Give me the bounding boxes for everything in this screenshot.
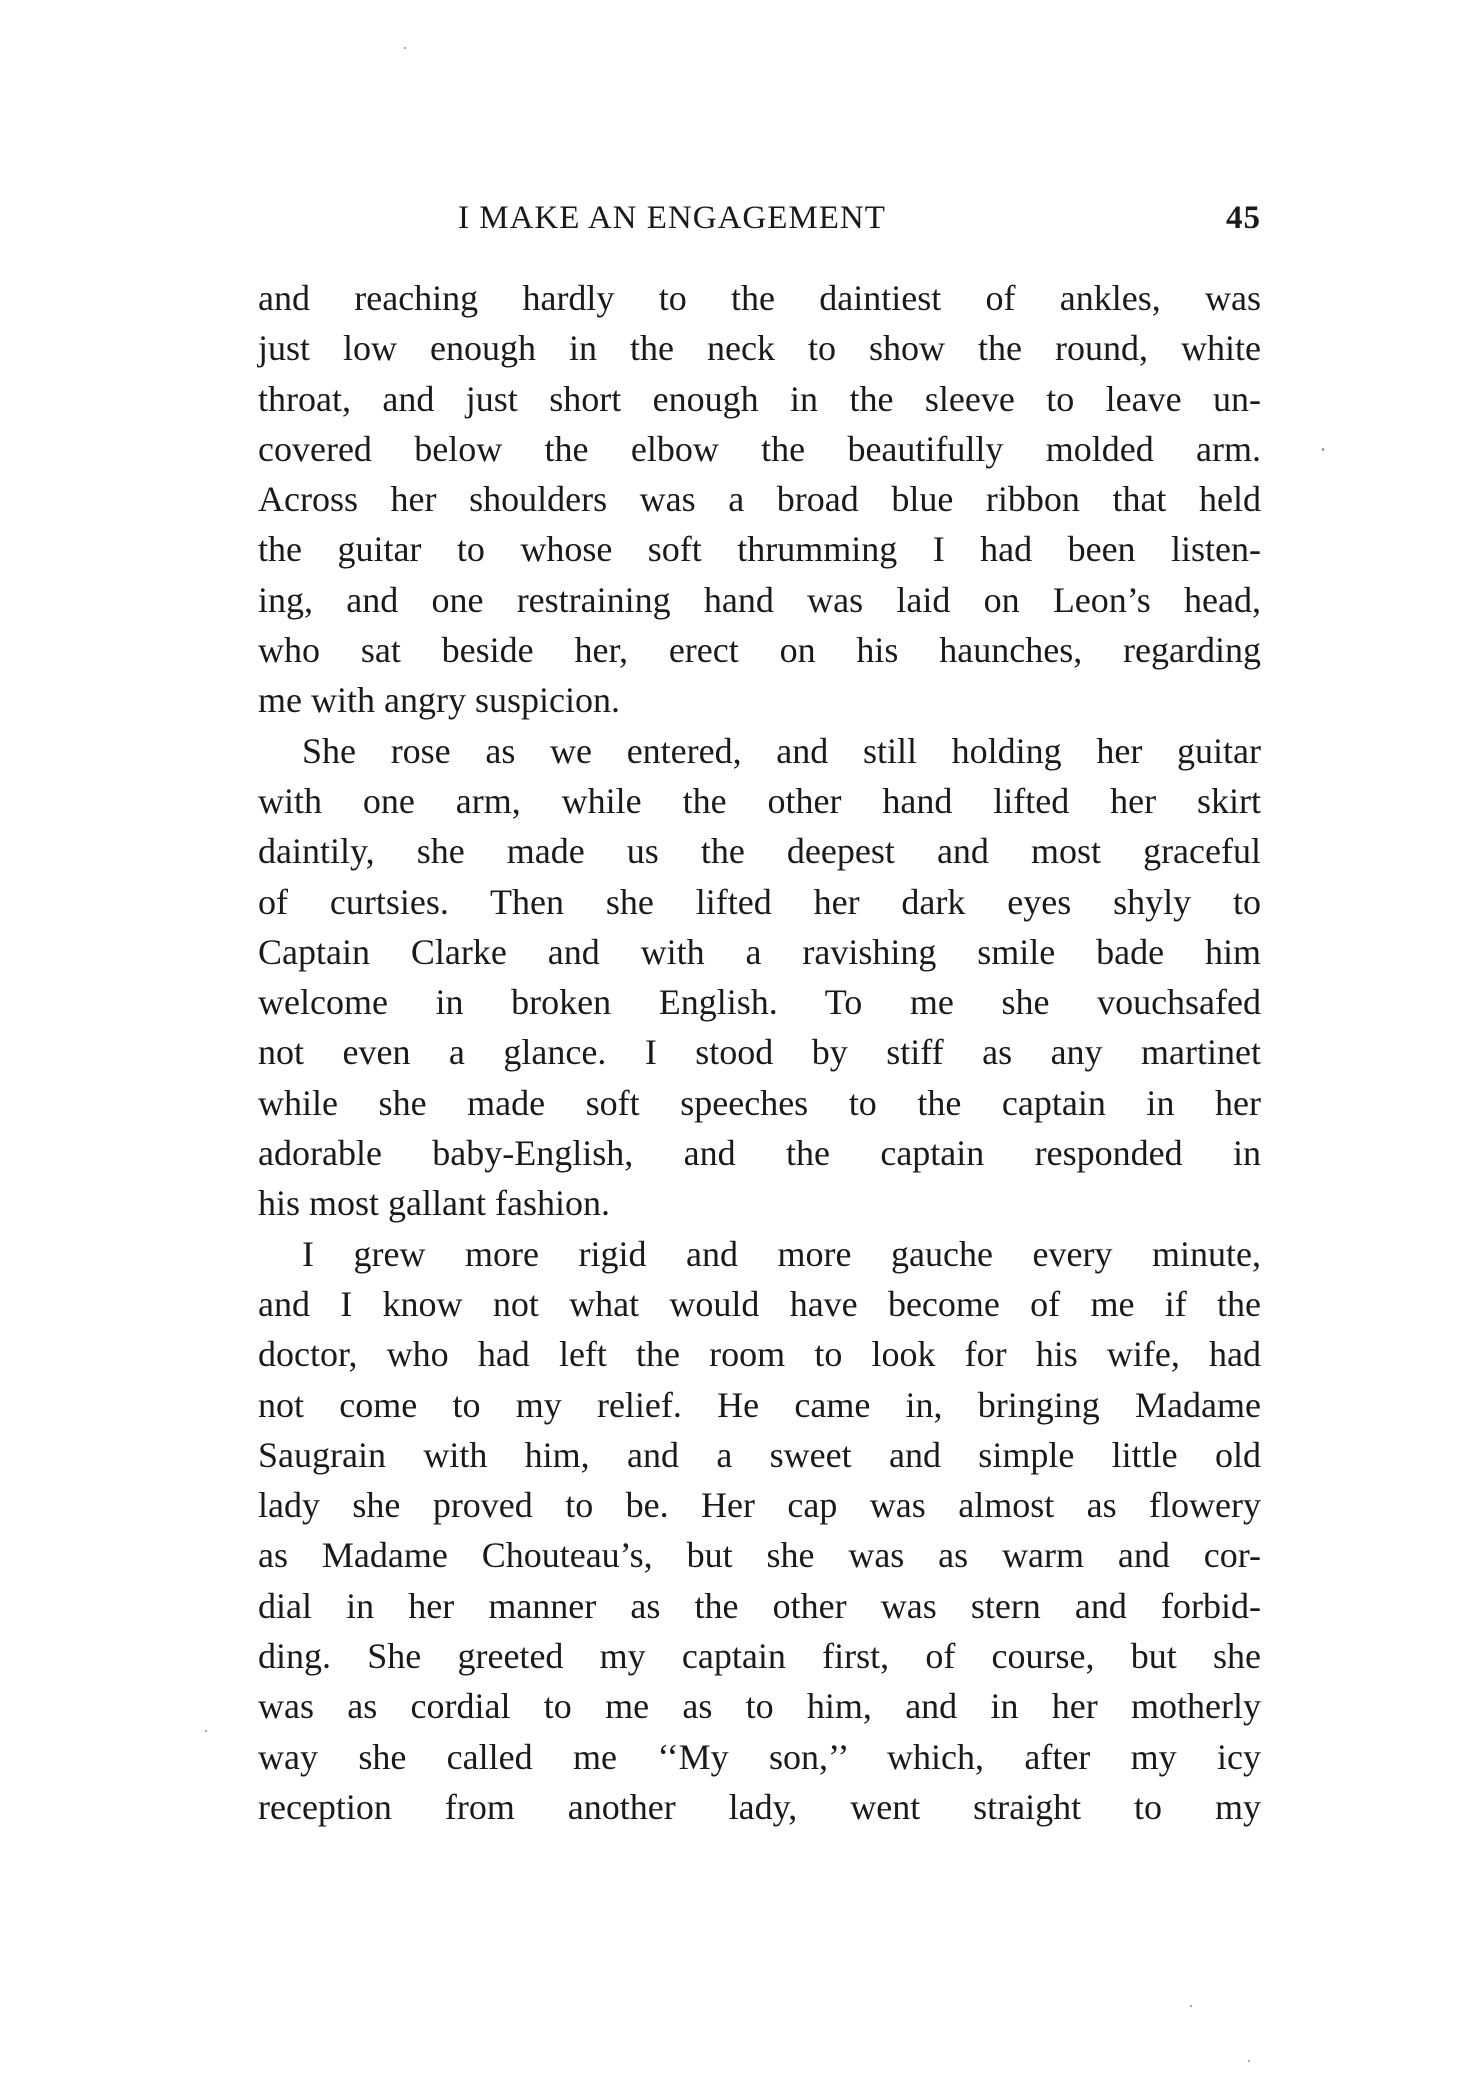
paper-speck bbox=[404, 47, 406, 49]
text-line: was as cordial to me as to him, and in her motherly bbox=[258, 1686, 1261, 1727]
running-title: I MAKE AN ENGAGEMENT bbox=[458, 200, 886, 236]
text-line: who sat beside her, erect on his haunches, regarding bbox=[258, 630, 1261, 671]
paper-speck bbox=[1322, 448, 1324, 451]
text-line: Saugrain with him, and a sweet and simple little old bbox=[258, 1434, 1261, 1475]
text-line: covered below the elbow the beautifully molded arm. bbox=[258, 428, 1261, 469]
paragraph bbox=[258, 726, 1261, 1229]
text-line: just low enough in the neck to show the round, white bbox=[258, 328, 1261, 369]
text-line: Captain Clarke and with a ravishing smile bade him bbox=[258, 931, 1261, 972]
text-line: daintily, she made us the deepest and most graceful bbox=[258, 831, 1261, 872]
text-line: dial in her manner as the other was stern and forbid- bbox=[258, 1585, 1261, 1626]
text-line: and reaching hardly to the daintiest of ankles, was bbox=[258, 278, 1261, 318]
body-text bbox=[258, 273, 1261, 1832]
text-line: adorable baby-English, and the captain responded in bbox=[258, 1133, 1261, 1174]
text-line: ding. She greeted my captain first, of course, but she bbox=[258, 1636, 1261, 1677]
text-line: the guitar to whose soft thrumming I had been listen- bbox=[258, 529, 1261, 570]
text-line: and I know not what would have become of me if the bbox=[258, 1283, 1261, 1324]
text-line: lady she proved to be. Her cap was almost as flowery bbox=[258, 1485, 1261, 1526]
text-line: doctor, who had left the room to look for his wife, had bbox=[258, 1334, 1261, 1375]
text-line: while she made soft speeches to the captain in her bbox=[258, 1082, 1261, 1123]
text-line: his most gallant fashion. bbox=[258, 1183, 610, 1224]
paragraph bbox=[258, 273, 1261, 726]
text-line: She rose as we entered, and still holding her guitar bbox=[302, 730, 1261, 771]
paper-speck bbox=[1248, 2060, 1250, 2062]
text-line: welcome in broken English. To me she vouchsafed bbox=[258, 982, 1261, 1023]
text-line: as Madame Chouteau’s, but she was as warm and cor- bbox=[258, 1535, 1261, 1576]
paragraph bbox=[258, 1229, 1261, 1833]
paper-speck bbox=[205, 1730, 207, 1732]
paper-speck bbox=[1190, 2005, 1192, 2007]
text-line: ing, and one restraining hand was laid on Leon’s head, bbox=[258, 579, 1261, 620]
text-line: with one arm, while the other hand lifted her skirt bbox=[258, 780, 1261, 821]
page-number: 45 bbox=[1226, 200, 1261, 236]
text-line: way she called me ‘‘My son,’’ which, after my icy bbox=[258, 1736, 1261, 1777]
text-line: reception from another lady, went straight to my bbox=[258, 1786, 1261, 1827]
text-line: not come to my relief. He came in, bringing Madame bbox=[258, 1384, 1261, 1425]
text-line: throat, and just short enough in the sleeve to leave un- bbox=[258, 378, 1261, 419]
text-line: Across her shoulders was a broad blue ribbon that held bbox=[258, 479, 1261, 520]
running-head bbox=[258, 200, 1261, 248]
text-line: I grew more rigid and more gauche every minute, bbox=[302, 1233, 1261, 1274]
text-line: me with angry suspicion. bbox=[258, 680, 620, 721]
text-line: not even a glance. I stood by stiff as any martinet bbox=[258, 1032, 1261, 1073]
text-line: of curtsies. Then she lifted her dark eyes shyly to bbox=[258, 881, 1261, 922]
